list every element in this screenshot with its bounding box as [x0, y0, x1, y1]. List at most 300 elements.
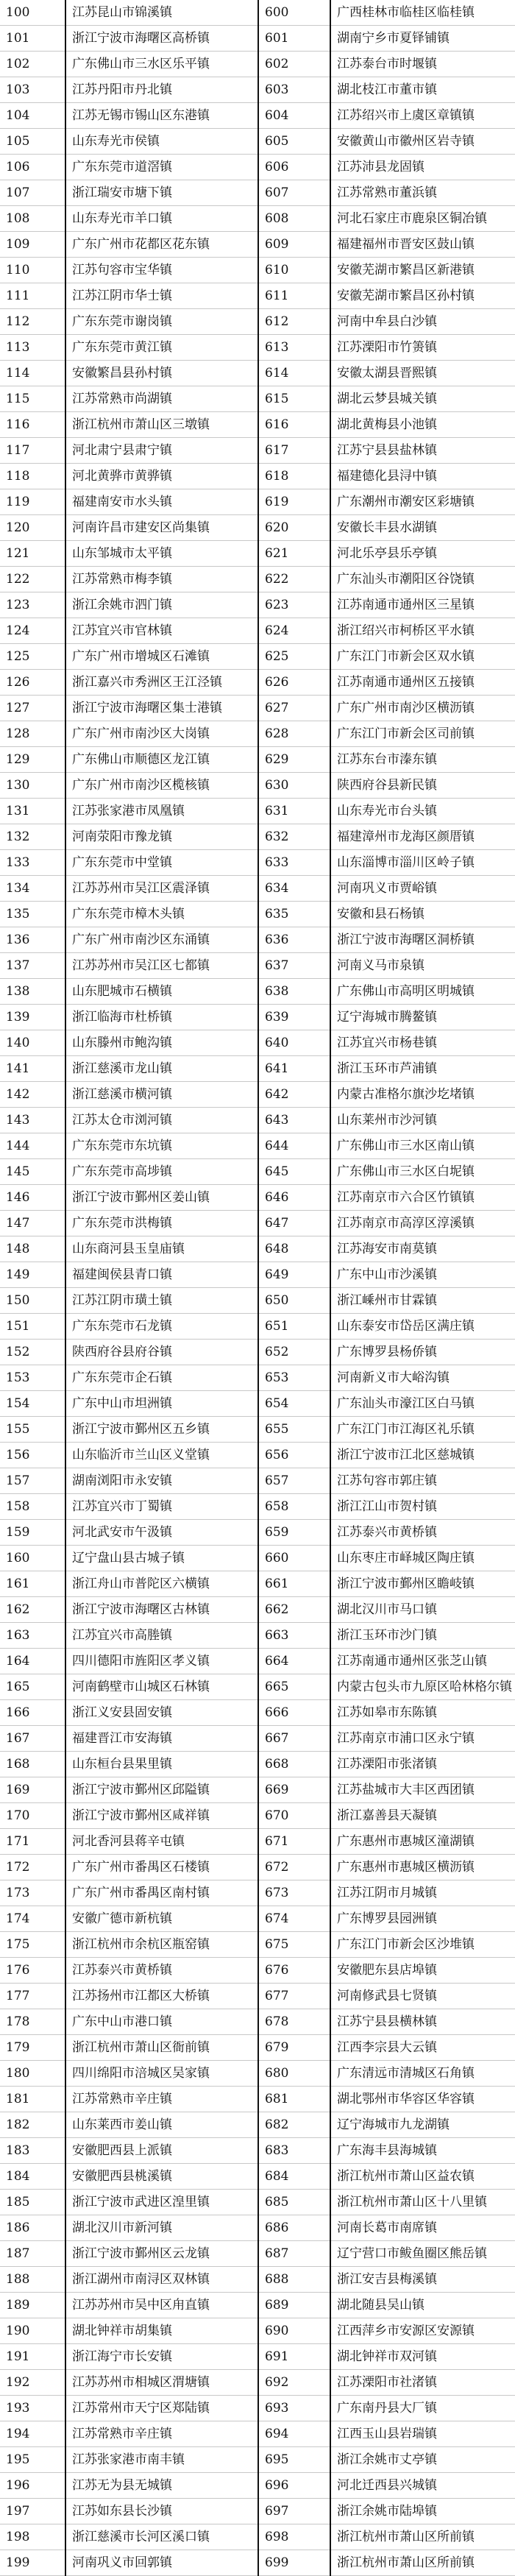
table-row [0, 2009, 515, 2035]
table-row [0, 1185, 515, 1211]
left-town-name-cell: 浙江宁波市海曙区集士港镇 [65, 696, 258, 721]
table-row [0, 979, 515, 1005]
right-rank-cell: 657 [258, 1468, 330, 1494]
table-row [0, 2112, 515, 2138]
right-town-name-cell: 江苏句容市郭庄镇 [330, 1468, 515, 1494]
right-rank-cell: 629 [258, 747, 330, 773]
left-rank-cell: 125 [0, 644, 65, 670]
left-town-name-cell: 江苏宜兴市官林镇 [65, 618, 258, 644]
right-rank-cell: 650 [258, 1288, 330, 1314]
table-row [0, 1005, 515, 1030]
left-town-name-cell: 江苏张家港市凤凰镇 [65, 799, 258, 824]
left-town-name-cell: 广东佛山市顺德区龙江镇 [65, 747, 258, 773]
left-town-name-cell: 浙江宁波市鄞州区五乡镇 [65, 1417, 258, 1443]
right-rank-cell: 698 [258, 2524, 330, 2550]
left-town-name-cell: 广东东莞市洪梅镇 [65, 1211, 258, 1236]
left-rank-cell: 108 [0, 206, 65, 232]
right-town-name-cell: 江西萍乡市安源区安源镇 [330, 2318, 515, 2344]
left-rank-cell: 124 [0, 618, 65, 644]
right-rank-cell: 693 [258, 2396, 330, 2421]
right-rank-cell: 616 [258, 412, 330, 438]
right-town-name-cell: 河北迁西县兴城镇 [330, 2473, 515, 2499]
right-rank-cell: 618 [258, 464, 330, 489]
left-town-name-cell: 浙江义安县固安镇 [65, 1700, 258, 1726]
left-town-name-cell: 山东滕州市鲍沟镇 [65, 1030, 258, 1056]
right-town-name-cell: 湖北枝江市董市镇 [330, 77, 515, 103]
left-town-name-cell: 江苏苏州市吴江区七都镇 [65, 953, 258, 979]
left-town-name-cell: 广东广州市番禺区石楼镇 [65, 1855, 258, 1880]
left-rank-cell: 191 [0, 2344, 65, 2370]
right-town-name-cell: 湖北钟祥市双河镇 [330, 2344, 515, 2370]
left-town-name-cell: 福建闽侯县青口镇 [65, 1262, 258, 1288]
table-row [0, 2215, 515, 2241]
right-rank-cell: 666 [258, 1700, 330, 1726]
left-town-name-cell: 辽宁盘山县古城子镇 [65, 1546, 258, 1571]
left-rank-cell: 141 [0, 1056, 65, 1082]
table-row [0, 773, 515, 799]
left-rank-cell: 190 [0, 2318, 65, 2344]
right-rank-cell: 677 [258, 1984, 330, 2009]
right-town-name-cell: 江苏盐城市大丰区西团镇 [330, 1777, 515, 1803]
left-rank-cell: 147 [0, 1211, 65, 1236]
table-row [0, 2061, 515, 2087]
left-rank-cell: 137 [0, 953, 65, 979]
table-row [0, 1752, 515, 1777]
left-rank-cell: 162 [0, 1597, 65, 1623]
table-row [0, 1623, 515, 1649]
right-rank-cell: 637 [258, 953, 330, 979]
left-rank-cell: 188 [0, 2267, 65, 2293]
left-town-name-cell: 浙江宁波市鄞州区云龙镇 [65, 2241, 258, 2267]
right-rank-cell: 635 [258, 902, 330, 927]
left-town-name-cell: 浙江宁波市鄞州区姜山镇 [65, 1185, 258, 1211]
left-town-name-cell: 浙江杭州市萧山区三墩镇 [65, 412, 258, 438]
right-rank-cell: 603 [258, 77, 330, 103]
right-rank-cell: 686 [258, 2215, 330, 2241]
left-town-name-cell: 浙江海宁市长安镇 [65, 2344, 258, 2370]
right-rank-cell: 612 [258, 309, 330, 335]
right-town-name-cell: 广东博罗县杨侨镇 [330, 1340, 515, 1365]
table-row [0, 2447, 515, 2473]
right-town-name-cell: 广东南丹县大厂镇 [330, 2396, 515, 2421]
left-town-name-cell: 广东中山市坦洲镇 [65, 1391, 258, 1417]
left-rank-cell: 154 [0, 1391, 65, 1417]
left-rank-cell: 178 [0, 2009, 65, 2035]
right-town-name-cell: 辽宁营口市鲅鱼圈区熊岳镇 [330, 2241, 515, 2267]
left-town-name-cell: 山东邹城市太平镇 [65, 541, 258, 567]
table-row [0, 1262, 515, 1288]
table-row [0, 618, 515, 644]
left-town-name-cell: 广东广州市增城区石滩镇 [65, 644, 258, 670]
left-town-name-cell: 浙江瑞安市塘下镇 [65, 180, 258, 206]
left-town-name-cell: 江苏常熟市辛庄镇 [65, 2087, 258, 2112]
right-town-name-cell: 江苏宜兴市杨巷镇 [330, 1030, 515, 1056]
left-rank-cell: 127 [0, 696, 65, 721]
left-town-name-cell: 江苏江阴市华士镇 [65, 283, 258, 309]
left-town-name-cell: 福建晋江市安海镇 [65, 1726, 258, 1752]
table-row [0, 0, 515, 26]
left-rank-cell: 186 [0, 2215, 65, 2241]
left-rank-cell: 142 [0, 1082, 65, 1108]
right-rank-cell: 623 [258, 592, 330, 618]
right-town-name-cell: 江苏宁县县横林镇 [330, 2009, 515, 2035]
right-rank-cell: 694 [258, 2421, 330, 2447]
left-rank-cell: 197 [0, 2499, 65, 2524]
table-row [0, 2421, 515, 2447]
table-row [0, 2550, 515, 2576]
left-town-name-cell: 江苏句容市宝华镇 [65, 258, 258, 283]
left-rank-cell: 161 [0, 1571, 65, 1597]
left-rank-cell: 173 [0, 1880, 65, 1906]
right-town-name-cell: 江苏海安市南莫镇 [330, 1236, 515, 1262]
right-town-name-cell: 江苏南京市高淳区淳溪镇 [330, 1211, 515, 1236]
table-row [0, 2473, 515, 2499]
left-rank-cell: 107 [0, 180, 65, 206]
table-row [0, 2524, 515, 2550]
left-town-name-cell: 广东东莞市黄江镇 [65, 335, 258, 361]
left-town-name-cell: 广东广州市南沙区榄核镇 [65, 773, 258, 799]
left-rank-cell: 171 [0, 1829, 65, 1855]
right-town-name-cell: 山东枣庄市峄城区陶庄镇 [330, 1546, 515, 1571]
table-row [0, 180, 515, 206]
right-rank-cell: 682 [258, 2112, 330, 2138]
left-town-name-cell: 山东桓台县果里镇 [65, 1752, 258, 1777]
right-town-name-cell: 山东寿光市台头镇 [330, 799, 515, 824]
table-row [0, 438, 515, 464]
right-town-name-cell: 江苏宁县县盐林镇 [330, 438, 515, 464]
right-town-name-cell: 山东泰安市岱岳区满庄镇 [330, 1314, 515, 1340]
left-town-name-cell: 浙江杭州市萧山区衙前镇 [65, 2035, 258, 2061]
left-rank-cell: 155 [0, 1417, 65, 1443]
left-rank-cell: 105 [0, 129, 65, 155]
right-rank-cell: 687 [258, 2241, 330, 2267]
table-row [0, 1855, 515, 1880]
right-town-name-cell: 浙江杭州市萧山区十八里镇 [330, 2190, 515, 2215]
table-row [0, 1932, 515, 1958]
left-rank-cell: 119 [0, 489, 65, 515]
left-rank-cell: 177 [0, 1984, 65, 2009]
table-row [0, 902, 515, 927]
right-rank-cell: 633 [258, 850, 330, 876]
right-rank-cell: 661 [258, 1571, 330, 1597]
left-town-name-cell: 江苏苏州市吴中区甪直镇 [65, 2293, 258, 2318]
table-row [0, 2087, 515, 2112]
right-town-name-cell: 浙江宁波市江北区慈城镇 [330, 1443, 515, 1468]
left-town-name-cell: 江苏宜兴市高塍镇 [65, 1623, 258, 1649]
right-rank-cell: 664 [258, 1649, 330, 1674]
left-rank-cell: 128 [0, 721, 65, 747]
right-rank-cell: 632 [258, 824, 330, 850]
left-town-name-cell: 四川绵阳市涪城区吴家镇 [65, 2061, 258, 2087]
left-rank-cell: 156 [0, 1443, 65, 1468]
left-rank-cell: 170 [0, 1803, 65, 1829]
right-town-name-cell: 福建漳州市龙海区颜厝镇 [330, 824, 515, 850]
right-town-name-cell: 浙江绍兴市柯桥区平水镇 [330, 618, 515, 644]
left-rank-cell: 100 [0, 0, 65, 26]
right-rank-cell: 636 [258, 927, 330, 953]
right-rank-cell: 607 [258, 180, 330, 206]
table-row [0, 2035, 515, 2061]
table-row [0, 1159, 515, 1185]
left-town-name-cell: 浙江慈溪市长河区溪口镇 [65, 2524, 258, 2550]
left-town-name-cell: 广东东莞市谢岗镇 [65, 309, 258, 335]
table-row [0, 2267, 515, 2293]
right-rank-cell: 605 [258, 129, 330, 155]
right-town-name-cell: 江苏东台市溱东镇 [330, 747, 515, 773]
table-row [0, 541, 515, 567]
left-town-name-cell: 江苏苏州市吴江区震泽镇 [65, 876, 258, 902]
right-rank-cell: 696 [258, 2473, 330, 2499]
left-rank-cell: 168 [0, 1752, 65, 1777]
right-rank-cell: 697 [258, 2499, 330, 2524]
left-rank-cell: 151 [0, 1314, 65, 1340]
left-rank-cell: 194 [0, 2421, 65, 2447]
right-town-name-cell: 河北乐亭县乐亭镇 [330, 541, 515, 567]
right-town-name-cell: 江苏常熟市董浜镇 [330, 180, 515, 206]
left-rank-cell: 189 [0, 2293, 65, 2318]
table-row [0, 309, 515, 335]
table-row [0, 2396, 515, 2421]
left-town-name-cell: 河南荥阳市豫龙镇 [65, 824, 258, 850]
right-rank-cell: 628 [258, 721, 330, 747]
left-rank-cell: 102 [0, 52, 65, 77]
left-rank-cell: 181 [0, 2087, 65, 2112]
left-rank-cell: 143 [0, 1108, 65, 1133]
right-rank-cell: 684 [258, 2164, 330, 2190]
table-row [0, 2241, 515, 2267]
left-town-name-cell: 浙江舟山市普陀区六横镇 [65, 1571, 258, 1597]
left-rank-cell: 121 [0, 541, 65, 567]
table-row [0, 592, 515, 618]
left-town-name-cell: 河南许昌市建安区尚集镇 [65, 515, 258, 541]
table-row [0, 26, 515, 52]
right-rank-cell: 601 [258, 26, 330, 52]
left-rank-cell: 135 [0, 902, 65, 927]
right-rank-cell: 600 [258, 0, 330, 26]
right-rank-cell: 624 [258, 618, 330, 644]
right-town-name-cell: 安徽和县石杨镇 [330, 902, 515, 927]
left-town-name-cell: 江苏丹阳市丹北镇 [65, 77, 258, 103]
table-row [0, 2318, 515, 2344]
right-town-name-cell: 浙江杭州市萧山区所前镇 [330, 2550, 515, 2576]
left-rank-cell: 138 [0, 979, 65, 1005]
right-town-name-cell: 陕西府谷县新民镇 [330, 773, 515, 799]
left-rank-cell: 153 [0, 1365, 65, 1391]
right-rank-cell: 619 [258, 489, 330, 515]
right-town-name-cell: 江苏溧阳市社渚镇 [330, 2370, 515, 2396]
left-rank-cell: 158 [0, 1494, 65, 1520]
right-town-name-cell: 内蒙古准格尔旗沙圪堵镇 [330, 1082, 515, 1108]
right-rank-cell: 667 [258, 1726, 330, 1752]
right-town-name-cell: 广东博罗县园洲镇 [330, 1906, 515, 1932]
table-row [0, 1546, 515, 1571]
left-rank-cell: 106 [0, 155, 65, 180]
left-rank-cell: 140 [0, 1030, 65, 1056]
left-rank-cell: 111 [0, 283, 65, 309]
left-rank-cell: 164 [0, 1649, 65, 1674]
left-town-name-cell: 广东中山市港口镇 [65, 2009, 258, 2035]
left-rank-cell: 180 [0, 2061, 65, 2087]
left-town-name-cell: 浙江宁波市鄞州区咸祥镇 [65, 1803, 258, 1829]
left-town-name-cell: 河南鹤壁市山城区石林镇 [65, 1674, 258, 1700]
right-rank-cell: 685 [258, 2190, 330, 2215]
table-row [0, 1211, 515, 1236]
right-rank-cell: 625 [258, 644, 330, 670]
left-town-name-cell: 江苏常州市天宁区郑陆镇 [65, 2396, 258, 2421]
table-row [0, 283, 515, 309]
table-row [0, 1314, 515, 1340]
left-town-name-cell: 湖北汉川市新河镇 [65, 2215, 258, 2241]
right-town-name-cell: 广东汕头市潮阳区谷饶镇 [330, 567, 515, 592]
left-rank-cell: 167 [0, 1726, 65, 1752]
left-town-name-cell: 河南巩义市回郭镇 [65, 2550, 258, 2576]
right-rank-cell: 656 [258, 1443, 330, 1468]
left-rank-cell: 123 [0, 592, 65, 618]
right-town-name-cell: 安徽芜湖市繁昌区新港镇 [330, 258, 515, 283]
right-town-name-cell: 广东汕头市濠江区白马镇 [330, 1391, 515, 1417]
left-town-name-cell: 广东东莞市道滘镇 [65, 155, 258, 180]
right-rank-cell: 673 [258, 1880, 330, 1906]
right-rank-cell: 671 [258, 1829, 330, 1855]
left-rank-cell: 139 [0, 1005, 65, 1030]
right-town-name-cell: 广东江门市新会区沙堆镇 [330, 1932, 515, 1958]
right-town-name-cell: 江苏南京市六合区竹镇镇 [330, 1185, 515, 1211]
right-town-name-cell: 浙江玉环市芦浦镇 [330, 1056, 515, 1082]
table-row [0, 1056, 515, 1082]
right-town-name-cell: 河南修武县七贤镇 [330, 1984, 515, 2009]
left-town-name-cell: 江苏常熟市辛庄镇 [65, 2421, 258, 2447]
left-town-name-cell: 广东广州市番禺区南村镇 [65, 1880, 258, 1906]
right-rank-cell: 638 [258, 979, 330, 1005]
right-rank-cell: 655 [258, 1417, 330, 1443]
left-rank-cell: 114 [0, 361, 65, 386]
left-town-name-cell: 江苏如东县长沙镇 [65, 2499, 258, 2524]
left-town-name-cell: 广东东莞市企石镇 [65, 1365, 258, 1391]
right-town-name-cell: 浙江余姚市丈亭镇 [330, 2447, 515, 2473]
right-rank-cell: 613 [258, 335, 330, 361]
left-town-name-cell: 江苏扬州市江都区大桥镇 [65, 1984, 258, 2009]
table-row [0, 824, 515, 850]
right-rank-cell: 646 [258, 1185, 330, 1211]
left-rank-cell: 126 [0, 670, 65, 696]
left-rank-cell: 175 [0, 1932, 65, 1958]
left-rank-cell: 122 [0, 567, 65, 592]
right-town-name-cell: 浙江宁波市鄞州区瞻岐镇 [330, 1571, 515, 1597]
left-town-name-cell: 安徽繁昌县孙村镇 [65, 361, 258, 386]
left-rank-cell: 104 [0, 103, 65, 129]
right-town-name-cell: 河北石家庄市鹿泉区铜冶镇 [330, 206, 515, 232]
table-row [0, 361, 515, 386]
left-town-name-cell: 浙江嘉兴市秀洲区王江泾镇 [65, 670, 258, 696]
right-town-name-cell: 江苏泰兴市黄桥镇 [330, 1520, 515, 1546]
right-rank-cell: 668 [258, 1752, 330, 1777]
right-rank-cell: 642 [258, 1082, 330, 1108]
right-town-name-cell: 湖北黄梅县小池镇 [330, 412, 515, 438]
left-rank-cell: 183 [0, 2138, 65, 2164]
left-town-name-cell: 山东莱西市姜山镇 [65, 2112, 258, 2138]
right-town-name-cell: 辽宁海城市九龙湖镇 [330, 2112, 515, 2138]
table-row [0, 1365, 515, 1391]
right-town-name-cell: 安徽芜湖市繁昌区孙村镇 [330, 283, 515, 309]
left-rank-cell: 134 [0, 876, 65, 902]
right-rank-cell: 654 [258, 1391, 330, 1417]
table-row [0, 1288, 515, 1314]
table-row [0, 1494, 515, 1520]
right-rank-cell: 631 [258, 799, 330, 824]
left-rank-cell: 148 [0, 1236, 65, 1262]
left-rank-cell: 152 [0, 1340, 65, 1365]
table-row [0, 1829, 515, 1855]
right-rank-cell: 675 [258, 1932, 330, 1958]
left-rank-cell: 159 [0, 1520, 65, 1546]
right-town-name-cell: 江苏南京市浦口区永宁镇 [330, 1726, 515, 1752]
table-row [0, 1777, 515, 1803]
table-row [0, 1443, 515, 1468]
left-town-name-cell: 安徽广德市新杭镇 [65, 1906, 258, 1932]
right-rank-cell: 662 [258, 1597, 330, 1623]
right-town-name-cell: 广东佛山市三水区白坭镇 [330, 1159, 515, 1185]
right-rank-cell: 660 [258, 1546, 330, 1571]
left-town-name-cell: 湖北钟祥市胡集镇 [65, 2318, 258, 2344]
left-town-name-cell: 江苏常熟市尚湖镇 [65, 386, 258, 412]
right-town-name-cell: 江西玉山县岩瑞镇 [330, 2421, 515, 2447]
right-rank-cell: 639 [258, 1005, 330, 1030]
left-rank-cell: 185 [0, 2190, 65, 2215]
table-row [0, 1984, 515, 2009]
right-town-name-cell: 浙江嘉善县天凝镇 [330, 1803, 515, 1829]
right-rank-cell: 609 [258, 232, 330, 258]
left-rank-cell: 176 [0, 1958, 65, 1984]
right-town-name-cell: 安徽太湖县晋熙镇 [330, 361, 515, 386]
right-town-name-cell: 江苏绍兴市上虞区章镇镇 [330, 103, 515, 129]
table-row [0, 644, 515, 670]
left-town-name-cell: 广东广州市南沙区东涌镇 [65, 927, 258, 953]
left-town-name-cell: 浙江临海市杜桥镇 [65, 1005, 258, 1030]
table-row [0, 1391, 515, 1417]
left-rank-cell: 193 [0, 2396, 65, 2421]
right-town-name-cell: 广东江门市新会区司前镇 [330, 721, 515, 747]
right-town-name-cell: 广东广州市南沙区横沥镇 [330, 696, 515, 721]
right-rank-cell: 640 [258, 1030, 330, 1056]
left-town-name-cell: 山东临沂市兰山区义堂镇 [65, 1443, 258, 1468]
table-row [0, 2293, 515, 2318]
left-town-name-cell: 安徽肥西县上派镇 [65, 2138, 258, 2164]
table-row [0, 876, 515, 902]
left-rank-cell: 165 [0, 1674, 65, 1700]
table-row [0, 206, 515, 232]
right-town-name-cell: 广东江门市新会区双水镇 [330, 644, 515, 670]
right-rank-cell: 620 [258, 515, 330, 541]
table-row [0, 747, 515, 773]
table-row [0, 52, 515, 77]
right-town-name-cell: 浙江杭州市萧山区益农镇 [330, 2164, 515, 2190]
table-row [0, 515, 515, 541]
right-town-name-cell: 江苏南通市通州区张芝山镇 [330, 1649, 515, 1674]
right-town-name-cell: 辽宁海城市腾鳌镇 [330, 1005, 515, 1030]
right-rank-cell: 679 [258, 2035, 330, 2061]
right-rank-cell: 610 [258, 258, 330, 283]
left-town-name-cell: 河北肃宁县肃宁镇 [65, 438, 258, 464]
right-rank-cell: 626 [258, 670, 330, 696]
left-rank-cell: 110 [0, 258, 65, 283]
right-rank-cell: 649 [258, 1262, 330, 1288]
table-row [0, 1880, 515, 1906]
table-row [0, 2499, 515, 2524]
right-town-name-cell: 江苏溧阳市竹箦镇 [330, 335, 515, 361]
left-rank-cell: 195 [0, 2447, 65, 2473]
right-rank-cell: 606 [258, 155, 330, 180]
left-town-name-cell: 陕西府谷县府谷镇 [65, 1340, 258, 1365]
